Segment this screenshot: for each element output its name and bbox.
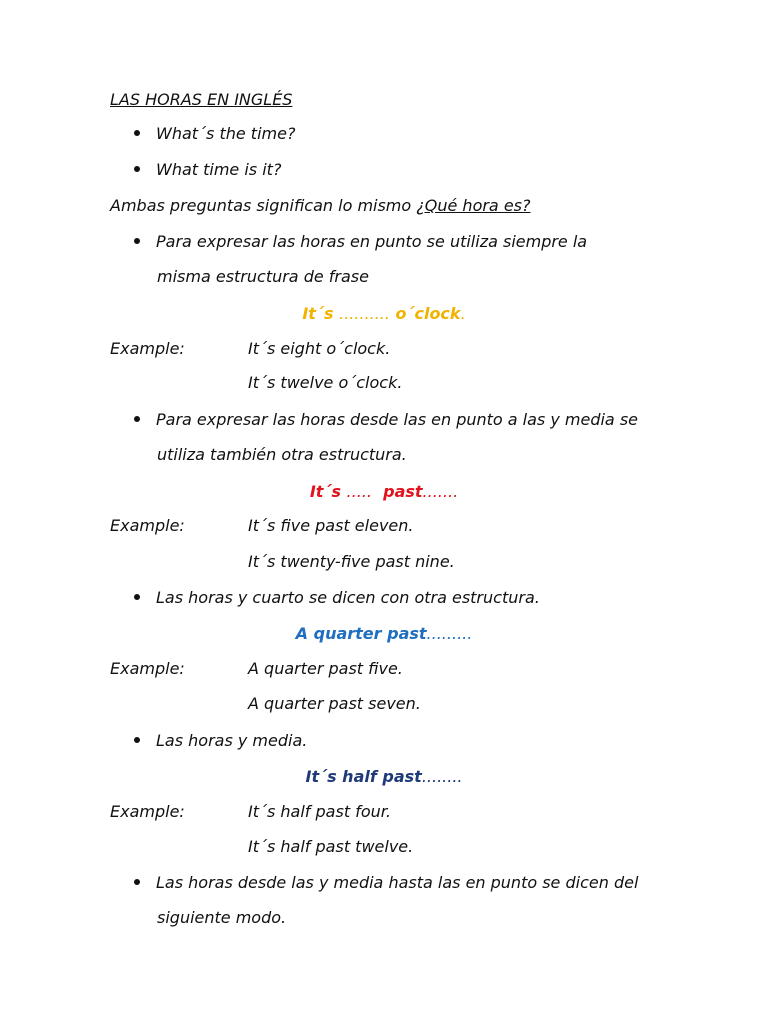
bullet-dot — [134, 879, 140, 885]
list-item: What´s the time? — [134, 123, 295, 145]
example-label: Example: — [110, 516, 185, 535]
formula: It´s half past........ — [305, 767, 463, 786]
example-label: Example: — [110, 659, 185, 678]
bullet-dot — [134, 594, 140, 600]
list-item-continuation: siguiente modo. — [157, 908, 287, 927]
example-text: It´s half past twelve. — [248, 837, 414, 856]
example-text: A quarter past seven. — [248, 694, 421, 713]
formula: It´s .......... o´clock. — [302, 304, 466, 323]
example-text: It´s half past four. — [248, 802, 391, 821]
formula: It´s ..... past....... — [309, 482, 459, 501]
formula: A quarter past......... — [295, 624, 473, 643]
example-text: It´s twelve o´clock. — [248, 373, 403, 392]
example-text: It´s twenty-five past nine. — [248, 552, 455, 571]
bullet-dot — [134, 166, 140, 172]
list-item: Para expresar las horas en punto se utiliza siempre la — [134, 231, 587, 253]
example-text: It´s eight o´clock. — [248, 339, 391, 358]
list-item: Las horas y cuarto se dicen con otra estructura. — [134, 587, 540, 609]
list-item: Las horas y media. — [134, 730, 307, 752]
bullet-dot — [134, 130, 140, 136]
example-label: Example: — [110, 802, 185, 821]
bullet-dot — [134, 416, 140, 422]
example-text: A quarter past five. — [248, 659, 403, 678]
list-item-continuation: utiliza también otra estructura. — [157, 445, 407, 464]
bullet-dot — [134, 737, 140, 743]
example-text: It´s five past eleven. — [248, 516, 414, 535]
list-item: Para expresar las horas desde las en punto a las y media se — [134, 409, 638, 431]
bullet-dot — [134, 238, 140, 244]
list-item: Las horas desde las y media hasta las en punto se dicen del — [134, 872, 638, 894]
list-item: What time is it? — [134, 159, 281, 181]
meaning-line: Ambas preguntas significan lo mismo ¿Qué hora es? — [110, 196, 531, 215]
list-item-continuation: misma estructura de frase — [157, 267, 369, 286]
page-title: LAS HORAS EN INGLÉS — [110, 90, 293, 109]
example-label: Example: — [110, 339, 185, 358]
